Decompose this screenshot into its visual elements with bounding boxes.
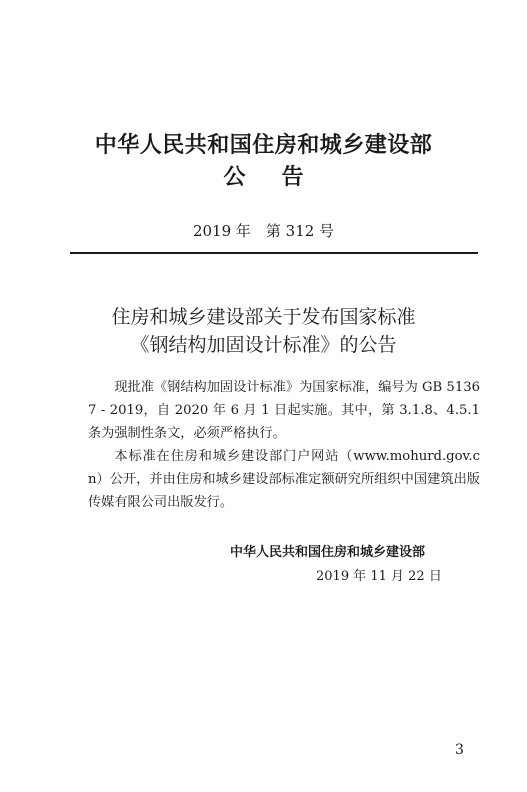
document-type-title: 公告 [223,165,340,190]
document-number: 2019 年 第 312 号 [192,222,335,240]
announcement-body [88,376,480,514]
issuer-title: 中华人民共和国住房和城乡建设部 [94,133,433,158]
signature-organization: 中华人民共和国住房和城乡建设部 [230,545,426,560]
headline-line-2: 《钢结构加固设计标准》的公告 [130,334,397,356]
signature-date: 2019 年 11 月 22 日 [316,569,442,584]
page-number: 3 [455,742,464,758]
body-paragraph-1: 现批准《钢结构加固设计标准》为国家标准，编号为 GB 51367 - 2019，自 2020 年 6 月 1 日起实施。其中，第 3.1.8、4.5.1 条为强制性条文，必须严格执行。 [88,380,480,441]
body-paragraph-2: 本标准在住房和城乡建设部门户网站（www.mohurd.gov.cn）公开，并由住房和城乡建设部标准定额研究所组织中国建筑出版传媒有限公司出版发行。 [88,449,480,510]
header-divider [70,252,478,254]
headline-line-1: 住房和城乡建设部关于发布国家标准 [111,306,416,328]
